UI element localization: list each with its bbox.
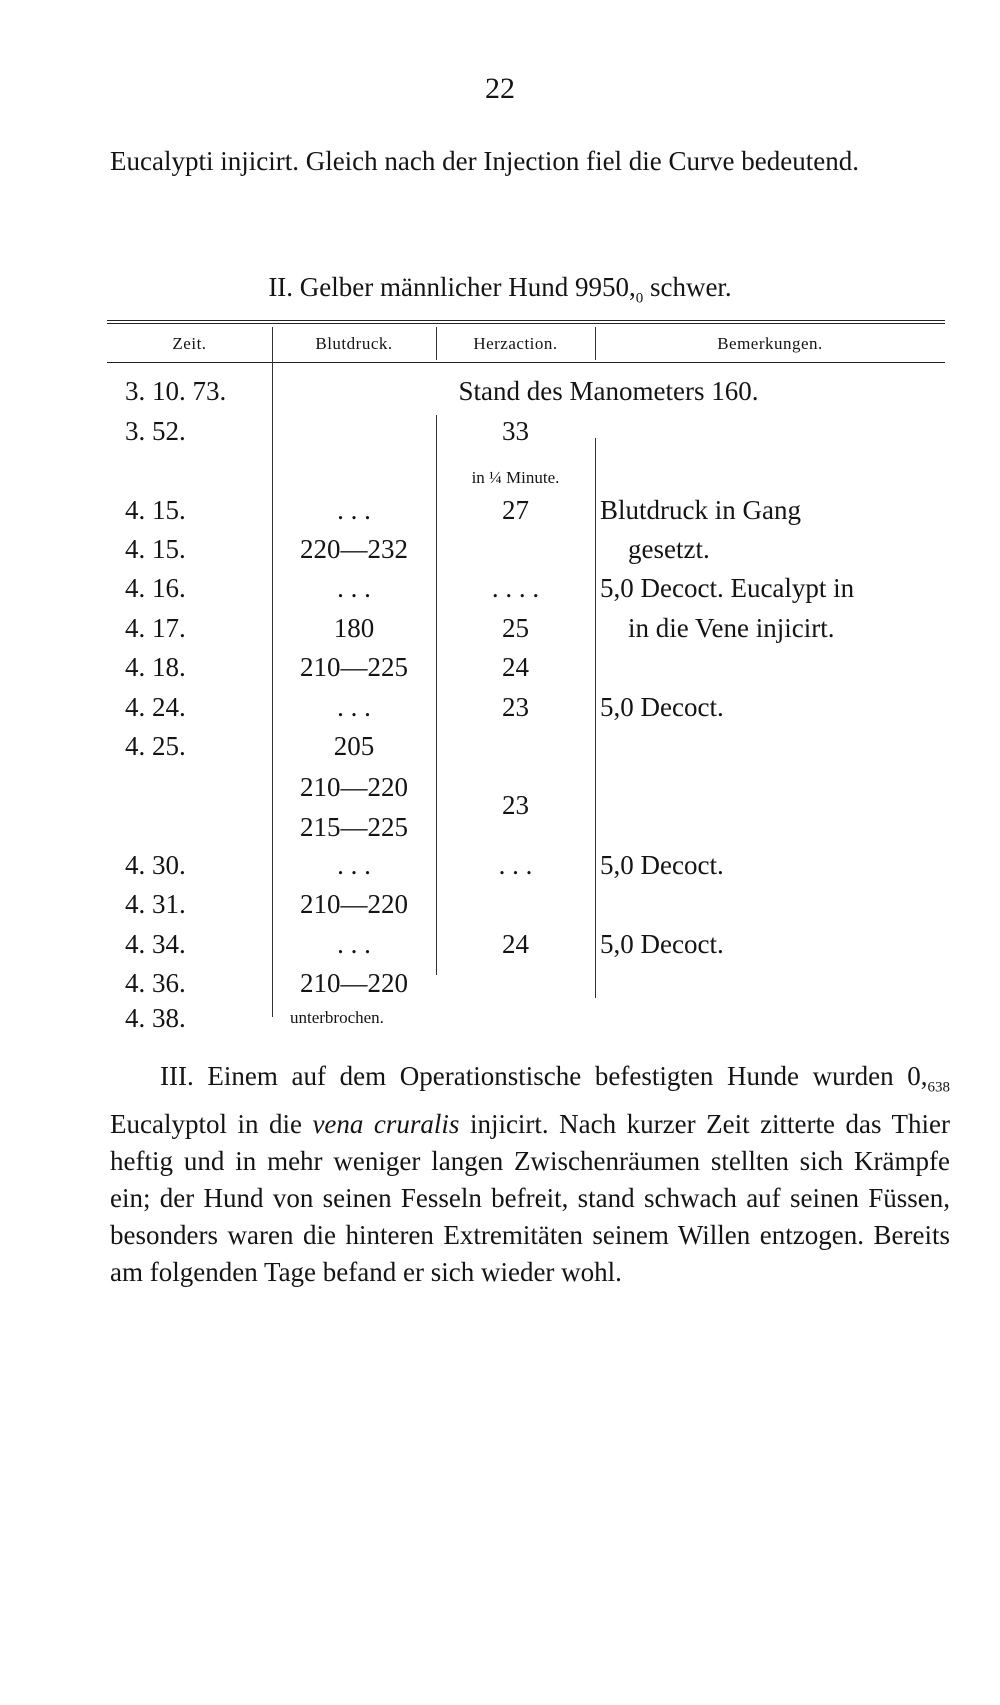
cell-zeit: 4. 25. <box>125 731 186 761</box>
minute-note: in ¼ Minute. <box>471 468 560 487</box>
cell-zeit: 4. 15. <box>125 534 186 564</box>
cell-herz: 27 <box>502 495 529 525</box>
cell-zeit: 4. 30. <box>125 850 186 880</box>
cell-zeit: 4. 38. <box>125 1003 186 1033</box>
cell-blut: 210—220 <box>300 889 408 919</box>
paragraph-three <box>110 1058 950 1291</box>
header-blutdruck: Blutdruck. <box>315 334 393 353</box>
header-zeit: Zeit. <box>172 334 207 353</box>
title-subscript: 0 <box>635 290 644 307</box>
cell-zeit: 4. 24. <box>125 692 186 722</box>
experiment-title <box>0 272 1000 307</box>
interrupted-note: unterbrochen. <box>290 1008 384 1027</box>
header-herzaction: Herzaction. <box>473 334 558 353</box>
table-top-rule-2 <box>107 323 945 324</box>
cell-blut: . . . <box>337 573 371 603</box>
cell-blut: 210—220 <box>300 968 408 998</box>
title-suffix: schwer. <box>643 272 732 302</box>
paragraph-text: Eucalyptol in die <box>110 1109 313 1140</box>
cell-bem: 5,0 Decoct. <box>600 850 724 880</box>
paragraph-italic: vena cruralis <box>312 1109 460 1140</box>
cell-herz: . . . <box>498 850 533 880</box>
page-number: 22 <box>485 72 515 105</box>
cell-bem: 5,0 Decoct. <box>600 692 724 722</box>
paragraph-text: injicirt. Nach kurzer Zeit zitterte das Thier heftig und in mehr weniger langen Zwischenräumen stellten sich Krämpfe ein; der Hund von seinen Fesseln befreit, stand schwach auf seinen Füssen, besonders waren die hinteren Extremitäten seinem Willen entzogen. Bereits am folgenden Tage befand er sich wieder wohl. <box>110 1109 950 1288</box>
cell-blut: 180 <box>333 613 375 643</box>
intro-paragraph: Eucalypti injicirt. Gleich nach der Injection fiel die Curve bedeutend. <box>110 146 859 176</box>
cell-blut: 215—225 <box>300 812 408 842</box>
cell-blut: . . . <box>337 692 371 722</box>
cell-bem: gesetzt. <box>628 534 710 564</box>
cell-zeit: 4. 18. <box>125 652 186 682</box>
cell-herz: 33 <box>502 416 529 446</box>
cell-zeit: 3. 10. 73. <box>125 376 227 406</box>
cell-herz: 24 <box>502 929 529 959</box>
cell-bem: Blutdruck in Gang <box>600 495 801 525</box>
table-header-rule <box>107 362 945 363</box>
table-top-rule <box>107 320 945 321</box>
cell-bem: 5,0 Decoct. Eucalypt in <box>600 573 855 603</box>
paragraph-text: III. Einem auf dem Operationstische befestigten Hunde wurden 0, <box>160 1061 928 1091</box>
cell-zeit: 4. 16. <box>125 573 186 603</box>
cell-bem: 5,0 Decoct. <box>600 929 724 959</box>
cell-zeit: 4. 31. <box>125 889 186 919</box>
cell-blut: 210—225 <box>300 652 408 682</box>
cell-herz: 24 <box>502 652 529 682</box>
paragraph-subscript: 638 <box>927 1079 950 1096</box>
cell-herz: 25 <box>502 613 529 643</box>
manometer-note: Stand des Manometers 160. <box>458 376 759 406</box>
cell-herz: . . . . <box>491 573 540 603</box>
cell-blut: . . . <box>337 850 371 880</box>
cell-blut: . . . <box>337 495 371 525</box>
cell-bem: in die Vene injicirt. <box>628 613 835 643</box>
cell-zeit: 4. 15. <box>125 495 186 525</box>
cell-blut: 205 <box>333 731 375 761</box>
header-bemerkungen: Bemerkungen. <box>717 334 823 353</box>
cell-herz: 23 <box>502 790 529 820</box>
cell-zeit: 4. 36. <box>125 968 186 998</box>
cell-zeit: 3. 52. <box>125 416 186 446</box>
column-divider <box>595 438 596 998</box>
cell-zeit: 4. 34. <box>125 929 186 959</box>
cell-blut: 220—232 <box>300 534 408 564</box>
title-text: II. Gelber männlicher Hund 9950, <box>268 272 636 302</box>
cell-blut: 210—220 <box>300 772 408 802</box>
cell-blut: . . . <box>337 929 371 959</box>
cell-herz: 23 <box>502 692 529 722</box>
cell-zeit: 4. 17. <box>125 613 186 643</box>
